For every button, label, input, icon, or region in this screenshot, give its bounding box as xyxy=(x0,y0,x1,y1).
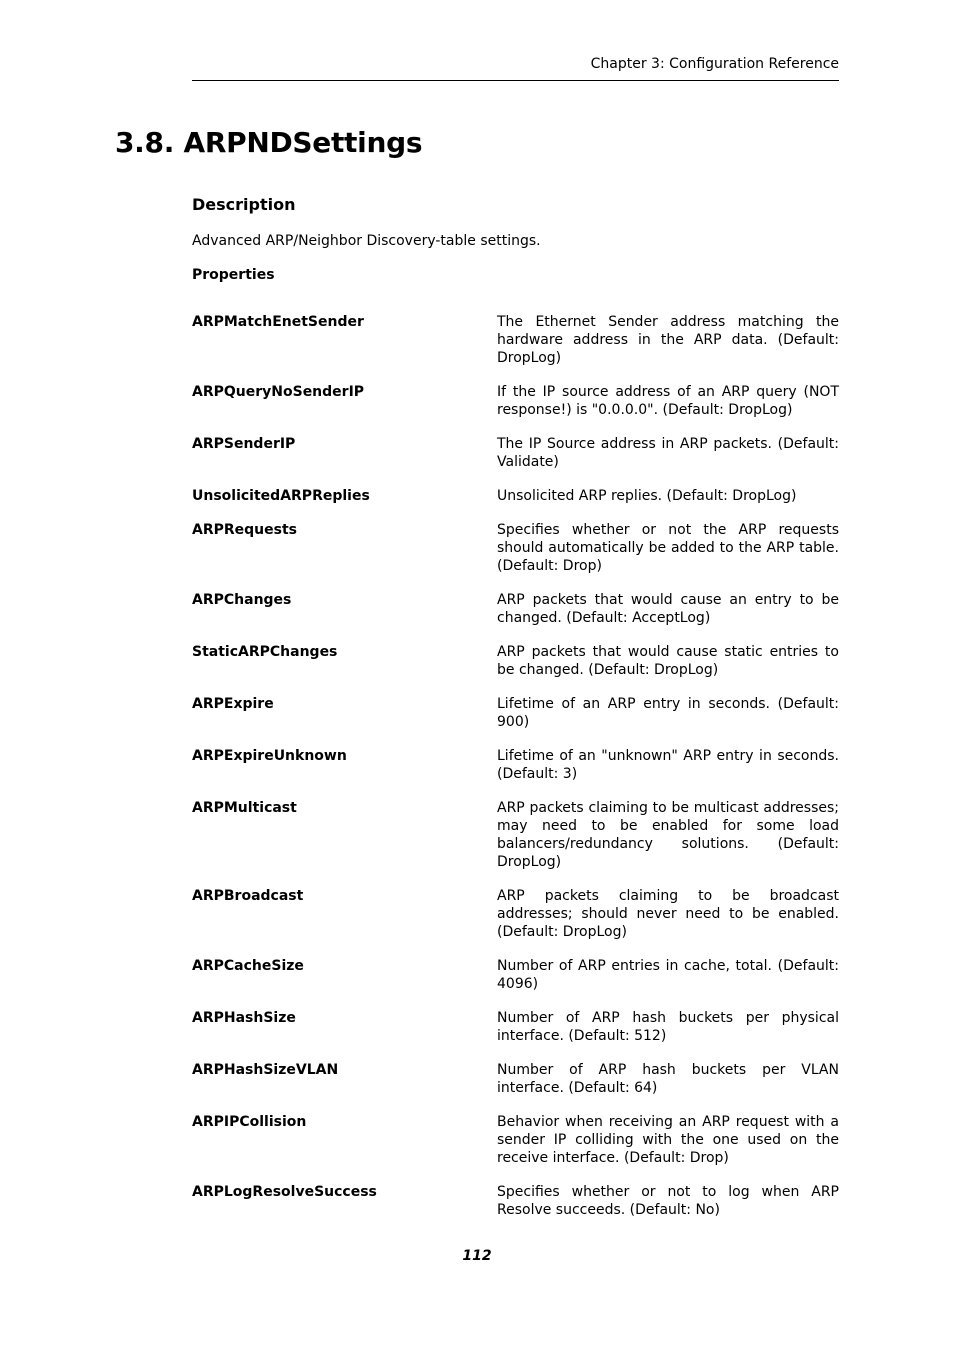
property-name: ARPRequests xyxy=(192,522,297,538)
property-row xyxy=(192,591,839,627)
property-row xyxy=(192,1061,839,1097)
property-description: ARP packets that would cause static entries to be changed. (Default: DropLog) xyxy=(497,644,839,678)
properties-list xyxy=(192,313,839,1235)
property-name: StaticARPChanges xyxy=(192,644,338,660)
property-name: ARPExpireUnknown xyxy=(192,748,347,764)
property-row xyxy=(192,1113,839,1167)
property-name: UnsolicitedARPReplies xyxy=(192,488,370,504)
property-row xyxy=(192,1009,839,1045)
property-row xyxy=(192,521,839,575)
property-row xyxy=(192,695,839,731)
description-heading: Description xyxy=(192,195,296,214)
property-name: ARPQueryNoSenderIP xyxy=(192,384,365,400)
property-description: Specifies whether or not to log when ARP Resolve succeeds. (Default: No) xyxy=(497,1184,839,1218)
property-name: ARPBroadcast xyxy=(192,888,304,904)
property-name: ARPChanges xyxy=(192,592,292,608)
property-row xyxy=(192,487,839,505)
property-name: ARPExpire xyxy=(192,696,274,712)
property-name: ARPCacheSize xyxy=(192,958,304,974)
property-description: Number of ARP hash buckets per physical interface. (Default: 512) xyxy=(497,1010,839,1044)
property-description: The Ethernet Sender address matching the hardware address in the ARP data. (Default: DropLog) xyxy=(497,314,839,366)
page-number: 112 xyxy=(462,1248,492,1264)
property-row xyxy=(192,435,839,471)
section-title: 3.8. ARPNDSettings xyxy=(115,126,423,159)
property-name: ARPHashSize xyxy=(192,1010,296,1026)
description-text: Advanced ARP/Neighbor Discovery-table settings. xyxy=(192,233,541,249)
property-description: Lifetime of an "unknown" ARP entry in seconds. (Default: 3) xyxy=(497,748,839,782)
property-description: Unsolicited ARP replies. (Default: DropLog) xyxy=(497,488,797,504)
property-description: Number of ARP entries in cache, total. (Default: 4096) xyxy=(497,958,839,992)
property-description: Number of ARP hash buckets per VLAN interface. (Default: 64) xyxy=(497,1062,839,1096)
property-row xyxy=(192,1183,839,1219)
property-description: The IP Source address in ARP packets. (Default: Validate) xyxy=(497,436,839,470)
property-description: If the IP source address of an ARP query (NOT response!) is "0.0.0.0". (Default: DropLog) xyxy=(497,384,839,418)
property-description: ARP packets claiming to be broadcast addresses; should never need to be enabled. (Default: DropLog) xyxy=(497,888,839,940)
property-row xyxy=(192,957,839,993)
property-row xyxy=(192,887,839,941)
property-row xyxy=(192,383,839,419)
property-name: ARPSenderIP xyxy=(192,436,296,452)
property-row xyxy=(192,313,839,367)
property-description: Specifies whether or not the ARP requests should automatically be added to the ARP table. (Default: Drop) xyxy=(497,522,839,574)
property-name: ARPLogResolveSuccess xyxy=(192,1184,377,1200)
property-name: ARPIPCollision xyxy=(192,1114,307,1130)
running-header xyxy=(192,55,839,81)
property-description: ARP packets that would cause an entry to be changed. (Default: AcceptLog) xyxy=(497,592,839,626)
property-name: ARPMulticast xyxy=(192,800,297,816)
property-description: ARP packets claiming to be multicast addresses; may need to be enabled for some load balancers/redundancy solutions. (Default: DropLog) xyxy=(497,800,839,870)
chapter-title: Chapter 3: Configuration Reference xyxy=(590,56,839,72)
property-row xyxy=(192,799,839,871)
property-description: Lifetime of an ARP entry in seconds. (Default: 900) xyxy=(497,696,839,730)
property-name: ARPHashSizeVLAN xyxy=(192,1062,339,1078)
property-row xyxy=(192,747,839,783)
property-name: ARPMatchEnetSender xyxy=(192,314,364,330)
properties-heading: Properties xyxy=(192,267,275,283)
property-description: Behavior when receiving an ARP request with a sender IP colliding with the one used on the receive interface. (Default: Drop) xyxy=(497,1114,839,1166)
property-row xyxy=(192,643,839,679)
